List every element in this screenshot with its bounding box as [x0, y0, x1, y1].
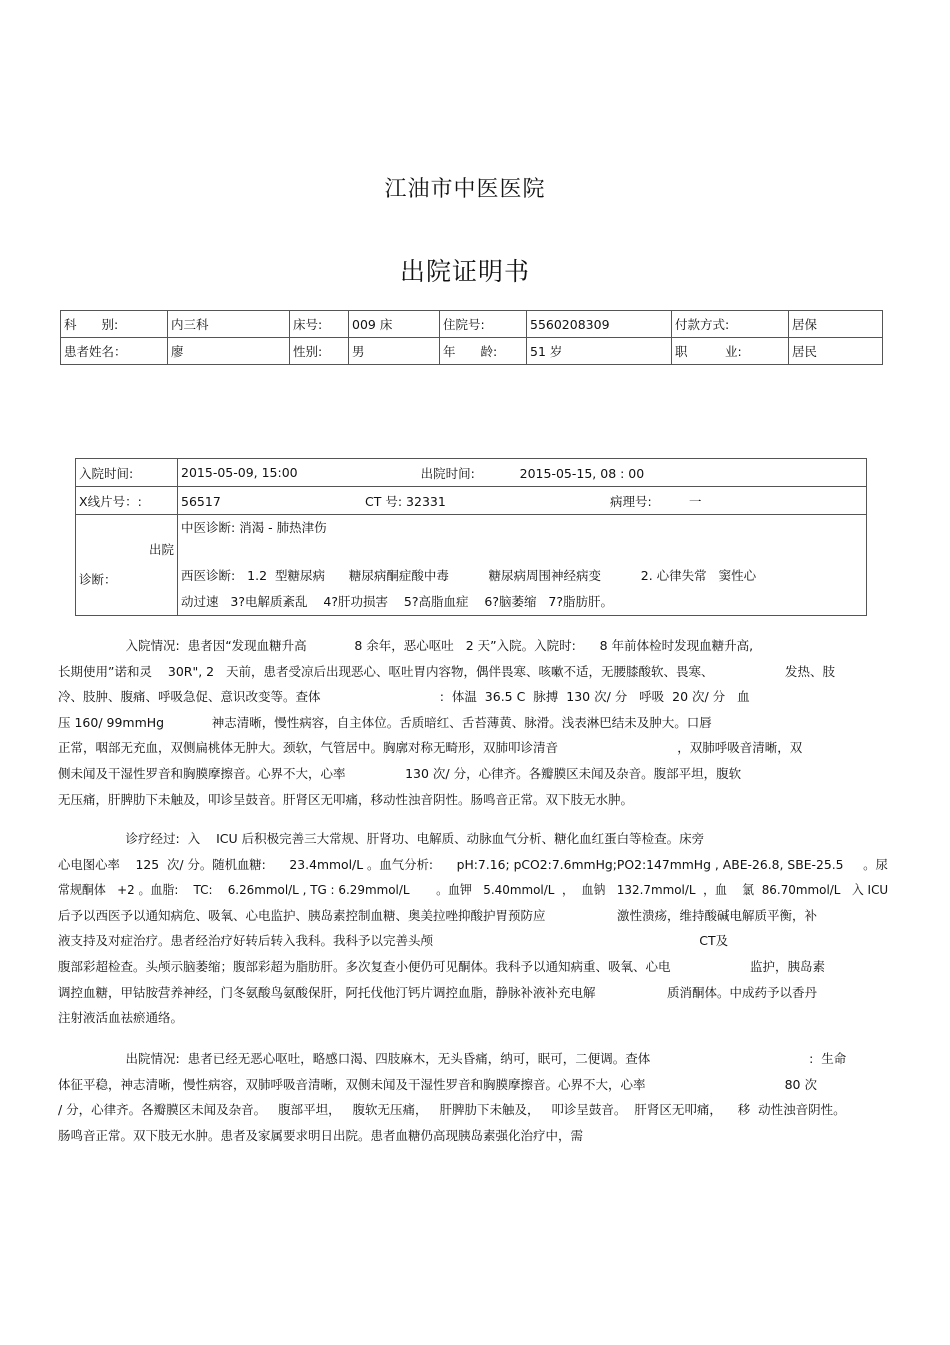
pathology-label: 病理号: — [610, 493, 652, 509]
age-value: 51 岁 — [527, 338, 672, 365]
text-line: 常规酮体 +2 。血脂: TC: 6.26mmol/L , TG : 6.29mmol/L 。血钾 5.40mmol/L ， 血钠 132.7mmol/L ，血 氯 86.70mmol/L 入 ICU — [58, 882, 889, 898]
text-line: 诊疗经过: 入 ICU 后积极完善三大常规、肝肾功、电解质、动脉血气分析、糖化血红蛋白等检查。床旁 — [58, 831, 705, 846]
text-line: 肠鸣音正常。双下肢无水肿。患者及家属要求明日出院。患者血糖仍高现胰岛素强化治疗中，需 — [58, 1127, 584, 1143]
text-line: 冷、肢肿、腹痛、呼吸急促、意识改变等。查体 : 体温 36.5 C 脉搏 130 次/ 分 呼吸 20 次/ 分 血 — [58, 689, 750, 705]
text-line: 调控血糖，甲钴胺营养神经，门冬氨酸鸟氨酸保肝，阿托伐他汀钙片调控血脂，静脉补液补充电解 质消酮体。中成药予以香丹 — [58, 984, 818, 1000]
text-line: 体征平稳，神志清晰，慢性病容，双肺呼吸音清晰，双侧未闻及干湿性罗音和胸膜摩擦音。心界不大，心率 80 次 — [58, 1076, 817, 1092]
text-line: 侧未闻及干湿性罗音和胸膜摩擦音。心界不大，心率 130 次/ 分，心律齐。各瓣膜区未闻及杂音。腹部平坦，腹软 — [58, 765, 742, 781]
tcm-diagnosis: 中医诊断: 消渴 - 肺热津伤 — [181, 520, 327, 535]
admit-time-label: 入院时间: — [76, 459, 178, 487]
bed-label: 床号: — [290, 311, 349, 338]
admit-time-value: 2015-05-09, 15:00 — [178, 459, 418, 487]
text-line: 正常，咽部无充血，双侧扁桃体无肿大。颈软，气管居中。胸廓对称无畸形，双肺叩诊清音 ，双肺呼吸音清晰，双 — [58, 740, 803, 756]
xray-label: X线片号：: — [76, 487, 178, 515]
ct-label: CT 号: — [365, 493, 403, 509]
table-row — [76, 515, 867, 616]
table-row — [76, 459, 867, 487]
text-line: 液支持及对症治疗。患者经治疗好转后转入我科。我科予以完善头颅 CT及 — [58, 933, 729, 949]
discharge-time-label: 出院时间: — [420, 465, 475, 481]
sex-value: 男 — [349, 338, 440, 365]
dept-value: 内三科 — [168, 311, 290, 338]
pathology-value: 一 — [689, 493, 702, 509]
bed-value: 009 床 — [349, 311, 440, 338]
text-line: 后予以西医予以通知病危、吸氧、心电监护、胰岛素控制血糖、奥美拉唑抑酸护胃预防应 激性溃疡，维持酸碱电解质平衡，补 — [58, 907, 818, 923]
diagnosis-label-1: 出院 — [149, 542, 175, 557]
text-line: 出院情况: 患者已经无恶心呕吐，略感口渴、四肢麻木，无头昏痛，纳可，眠可，二便调。查体 : 生命 — [58, 1051, 847, 1066]
text-line: 压 160/ 99mmHg 神志清晰，慢性病容，自主体位。舌质暗红、舌苔薄黄、脉滑。浅表淋巴结未及肿大。口唇 — [58, 714, 712, 730]
occupation-label: 职 业: — [672, 338, 789, 365]
payment-label: 付款方式: — [672, 311, 789, 338]
patient-name-value: 廖 — [168, 338, 290, 365]
admission-table — [75, 458, 867, 616]
document-title: 出院证明书 — [399, 257, 530, 286]
text-line: / 分，心律齐。各瓣膜区未闻及杂音。 腹部平坦， 腹软无压痛， 肝脾肋下未触及， 叩诊呈鼓音。 肝肾区无叩痛， 移 动性浊音阴性。 — [58, 1102, 846, 1118]
sex-label: 性别: — [290, 338, 349, 365]
western-diagnosis-line-2: 动过速 3?电解质紊乱 4?肝功损害 5?高脂血症 6?脑萎缩 7?脂肪肝。 — [181, 594, 613, 609]
table-row — [61, 338, 883, 365]
xray-value: 56517 — [181, 493, 221, 509]
text-line: 注射液活血祛瘀通络。 — [58, 1010, 184, 1026]
discharge-time-value: 2015-05-15, 08 : 00 — [519, 465, 645, 481]
ct-value: 32331 — [406, 493, 446, 509]
table-row — [61, 311, 883, 338]
treatment-course-paragraph — [58, 826, 888, 1031]
table-row — [76, 487, 867, 515]
admission-no-label: 住院号: — [440, 311, 527, 338]
text-line: 无压痛，肝脾肋下未触及，叩诊呈鼓音。肝肾区无叩痛，移动性浊音阴性。肠鸣音正常。双下肢无水肿。 — [58, 791, 634, 807]
patient-info-table — [60, 310, 883, 365]
hospital-name: 江油市中医医院 — [384, 177, 546, 202]
text-line: 腹部彩超检查。头颅示脑萎缩；腹部彩超为脂肪肝。多次复查小便仍可见酮体。我科予以通知病重、吸氧、心电 监护，胰岛素 — [58, 958, 825, 974]
payment-value: 居保 — [789, 311, 883, 338]
patient-name-label: 患者姓名： — [61, 338, 168, 365]
admission-condition-paragraph — [58, 633, 888, 812]
text-line: 入院情况: 患者因“发现血糖升高 8 余年，恶心呕吐 2 天”入院。入院时: 8 年前体检时发现血糖升高, — [58, 638, 754, 653]
admission-no-value: 5560208309 — [527, 311, 672, 338]
age-label: 年 龄: — [440, 338, 527, 365]
text-line: 长期使用”诺和灵 30R", 2 天前，患者受凉后出现恶心、呕吐胃内容物，偶伴畏寒、咳嗽不适，无腰膝酸软、畏寒、 发热、肢 — [58, 663, 836, 679]
western-diagnosis-line-1: 西医诊断: 1.2 型糖尿病 糖尿病酮症酸中毒 糖尿病周围神经病变 2. 心律失常 窦性心 — [181, 568, 757, 583]
discharge-condition-paragraph — [58, 1046, 888, 1148]
dept-label: 科 别: — [61, 311, 168, 338]
text-line: 心电图心率 125 次/ 分。随机血糖: 23.4mmol/L 。血气分析: pH:7.16; pCO2:7.6mmHg;PO2:147mmHg , ABE-26.8, SBE-25.5 。尿 — [58, 856, 888, 872]
occupation-value: 居民 — [789, 338, 883, 365]
diagnosis-label-2: 诊断： — [79, 572, 117, 587]
